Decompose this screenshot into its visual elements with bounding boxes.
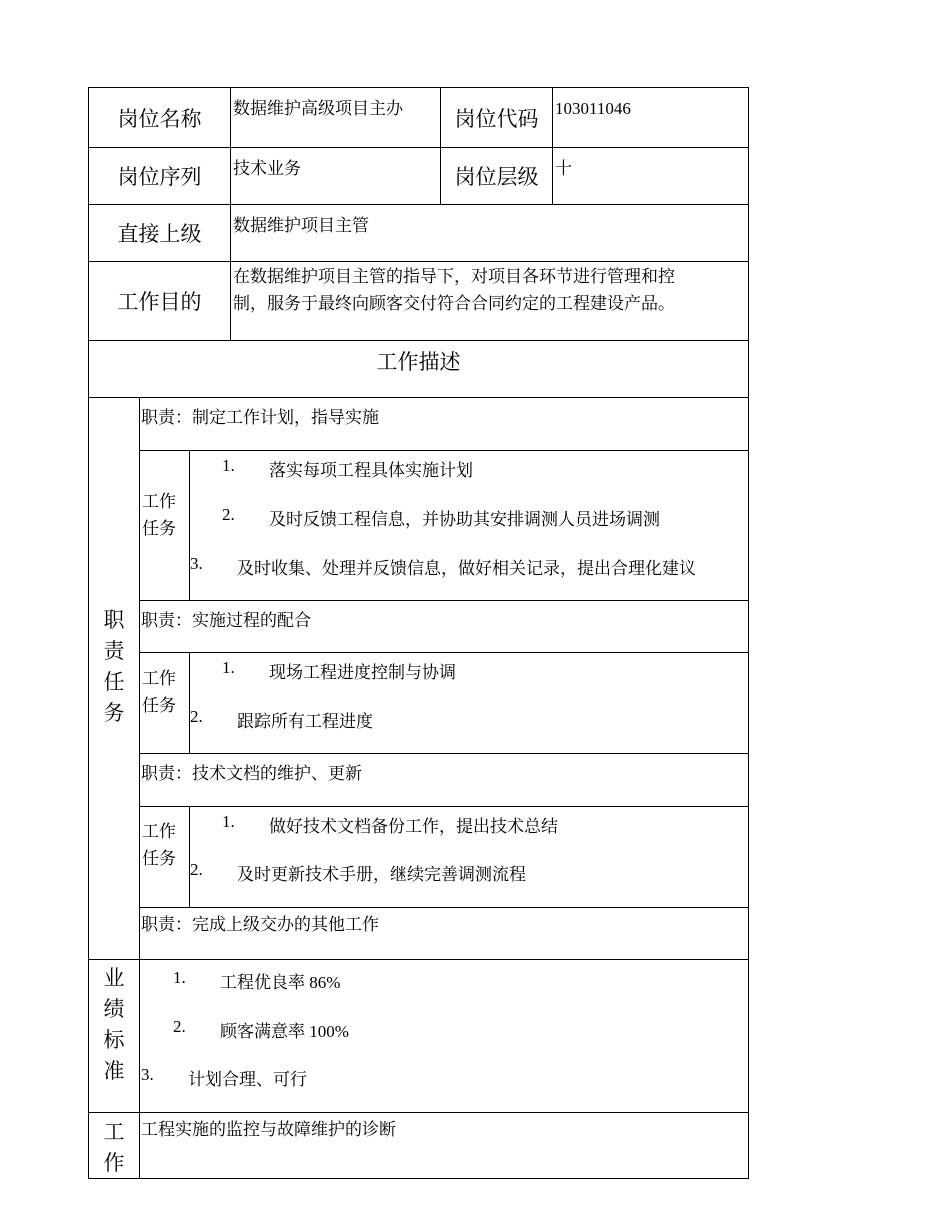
task-number: 1. <box>222 456 235 475</box>
work-content-cell <box>139 1112 749 1179</box>
description-title: 工作描述 <box>88 340 749 398</box>
task-item: 落实每项工程具体实施计划 <box>269 461 473 480</box>
task-item: 及时更新技术手册，继续完善调测流程 <box>237 865 526 884</box>
task-label: 工作 任务 <box>142 669 176 715</box>
task-number: 3. <box>190 554 203 573</box>
task-number: 2. <box>222 505 235 524</box>
duties-side-label <box>89 605 139 729</box>
performance-number: 2. <box>173 1017 186 1036</box>
task-number: 2. <box>190 707 203 726</box>
task-label-cell <box>139 806 190 908</box>
purpose-line-1: 在数据维护项目主管的指导下，对项目各环节进行管理和控 <box>233 267 675 286</box>
task-label-cell <box>139 652 190 754</box>
sequence-label: 岗位序列 <box>88 147 231 205</box>
performance-side-char: 绩 <box>103 997 125 1021</box>
duties-side-char: 责 <box>103 639 125 663</box>
performance-side-char: 标 <box>103 1028 125 1052</box>
duty-title: 职责：技术文档的维护、更新 <box>141 764 362 783</box>
performance-number: 1. <box>173 968 186 987</box>
work-side-cell <box>88 1112 140 1179</box>
performance-number: 3. <box>141 1065 154 1084</box>
task-item: 跟踪所有工程进度 <box>237 712 373 731</box>
duty-title-row <box>139 600 749 653</box>
performance-side-char: 业 <box>103 966 125 990</box>
task-item: 现场工程进度控制与协调 <box>269 663 456 682</box>
work-side-label <box>89 1117 139 1179</box>
task-list <box>189 652 749 754</box>
work-side-char: 工 <box>103 1120 125 1144</box>
duty-title-row <box>139 753 749 807</box>
performance-item: 顾客满意率 100% <box>220 1022 349 1041</box>
task-list <box>189 806 749 908</box>
purpose-value <box>230 261 749 341</box>
task-label-cell <box>139 450 190 601</box>
level-value: 十 <box>552 147 749 205</box>
position-code-label: 岗位代码 <box>440 87 553 148</box>
performance-side-char: 准 <box>103 1059 125 1083</box>
duty-title-row <box>139 397 749 451</box>
performance-list <box>139 959 749 1113</box>
duties-side-char: 职 <box>103 608 125 632</box>
task-label: 工作 任务 <box>142 492 176 538</box>
duty-title: 职责：制定工作计划，指导实施 <box>141 408 379 427</box>
purpose-label: 工作目的 <box>88 261 231 341</box>
work-text: 工程实施的监控与故障维护的诊断 <box>141 1120 396 1139</box>
task-item: 及时收集、处理并反馈信息，做好相关记录，提出合理化建议 <box>237 559 696 578</box>
level-label: 岗位层级 <box>440 147 553 205</box>
sequence-value: 技术业务 <box>230 147 441 205</box>
duties-side-char: 务 <box>103 701 125 725</box>
performance-item: 工程优良率 86% <box>220 973 341 992</box>
duty-title: 职责：完成上级交办的其他工作 <box>141 915 379 934</box>
supervisor-value: 数据维护项目主管 <box>230 204 749 262</box>
task-item: 及时反馈工程信息，并协助其安排调测人员进场调测 <box>269 510 660 529</box>
performance-item: 计划合理、可行 <box>188 1070 307 1089</box>
task-list <box>189 450 749 601</box>
task-number: 1. <box>222 658 235 677</box>
supervisor-label: 直接上级 <box>88 204 231 262</box>
performance-side-label <box>89 963 139 1087</box>
purpose-line-2: 制，服务于最终向顾客交付符合合同约定的工程建设产品。 <box>233 294 675 313</box>
position-code-value: 103011046 <box>552 87 749 148</box>
position-name-value: 数据维护高级项目主办 <box>230 87 441 148</box>
task-number: 2. <box>190 860 203 879</box>
task-label: 工作 任务 <box>142 822 176 868</box>
position-name-label: 岗位名称 <box>88 87 231 148</box>
performance-side-cell <box>88 959 140 1113</box>
duty-title-row <box>139 907 749 960</box>
task-number: 1. <box>222 812 235 831</box>
work-side-char: 作 <box>103 1151 125 1175</box>
duty-title: 职责：实施过程的配合 <box>141 611 311 630</box>
task-item: 做好技术文档备份工作，提出技术总结 <box>269 817 558 836</box>
duties-side-cell <box>88 397 140 960</box>
duties-side-char: 任 <box>103 670 125 694</box>
